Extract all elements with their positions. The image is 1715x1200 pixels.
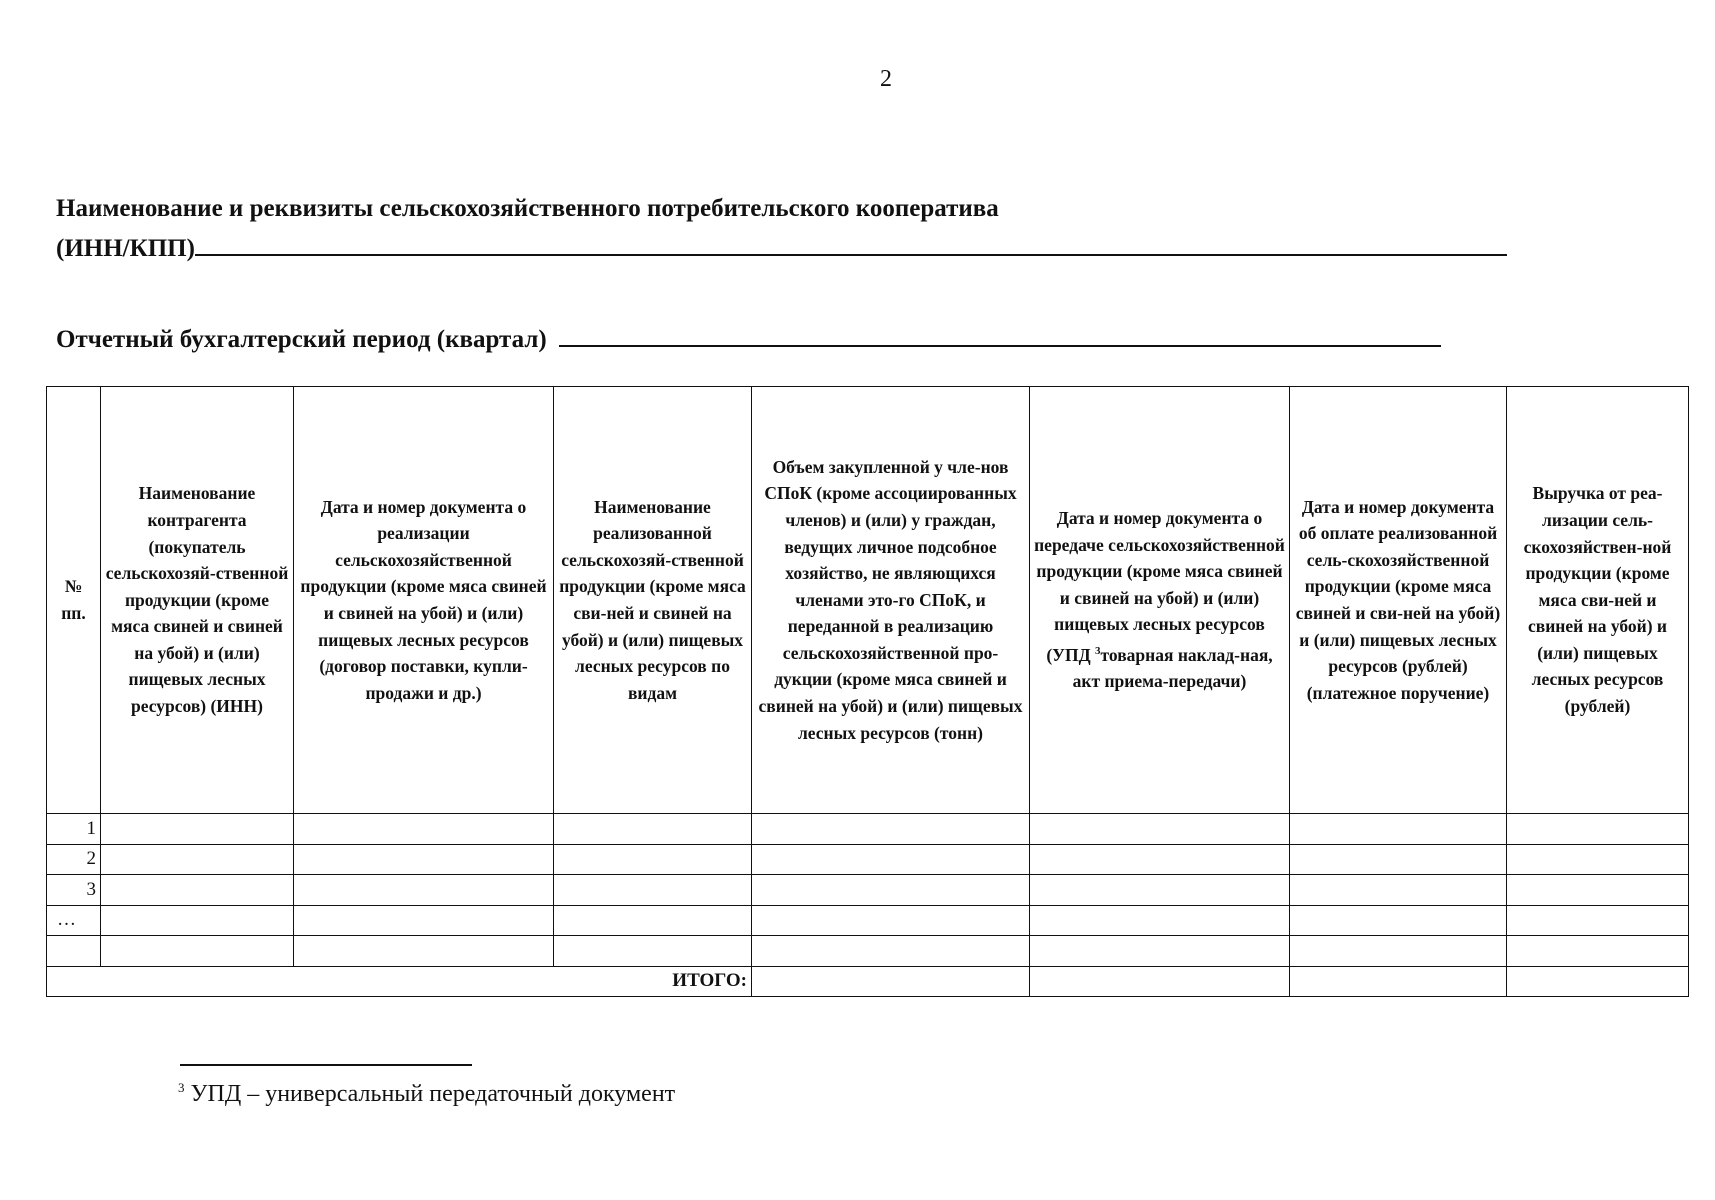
table-cell[interactable] — [752, 936, 1030, 967]
table-row — [47, 814, 1689, 845]
table-row — [47, 936, 1689, 967]
table-cell[interactable] — [1507, 936, 1689, 967]
col-revenue-header: Выручка от реа-лизации сель-скохозяйствен-ной продукции (кроме мяса сви-ней и свиней на убой) и (или) пищевых лесных ресурсов (рублей) — [1507, 387, 1689, 814]
col-number-header: № пп. — [47, 387, 101, 814]
table-row — [47, 875, 1689, 906]
table-cell[interactable] — [101, 936, 294, 967]
row-number: 1 — [47, 814, 101, 845]
table-cell[interactable] — [1507, 844, 1689, 875]
table-cell[interactable] — [554, 875, 752, 906]
table-cell[interactable] — [1507, 814, 1689, 845]
col-transfer-document-text-2: товарная наклад-ная, акт приема-передачи) — [1072, 644, 1273, 692]
table-cell[interactable] — [554, 905, 752, 936]
table-cell[interactable] — [1290, 814, 1507, 845]
col-payment-document-header: Дата и номер документа об оплате реализованной сель-скохозяйственной продукции (кроме мяса свиней и сви-ней на убой) и (или) пищевых лесных ресурсов (рублей) (платежное поручение) — [1290, 387, 1507, 814]
total-label: ИТОГО: — [47, 966, 752, 997]
table-cell[interactable] — [101, 814, 294, 845]
inn-kpp-label: (ИНН/КПП) — [56, 235, 195, 262]
total-revenue-cell[interactable] — [1507, 966, 1689, 997]
table-cell[interactable] — [1030, 936, 1290, 967]
sales-report-table — [46, 386, 1689, 997]
table-cell[interactable] — [752, 814, 1030, 845]
footnote-text: УПД – универсальный передаточный документ — [190, 1081, 676, 1107]
inn-kpp-line — [56, 228, 1507, 263]
table-cell[interactable] — [554, 844, 752, 875]
inn-kpp-fill-line[interactable] — [195, 228, 1507, 256]
col-sale-document-header: Дата и номер документа о реализации сельскохозяйственной продукции (кроме мяса свиней и свиней на убой) и (или) пищевых лесных ресурсов (договор поставки, купли-продажи и др.) — [294, 387, 554, 814]
table-cell[interactable] — [1290, 905, 1507, 936]
table-cell[interactable] — [752, 905, 1030, 936]
table-cell[interactable] — [554, 936, 752, 967]
table-cell[interactable] — [1507, 905, 1689, 936]
col-product-name-header: Наименование реализованной сельскохозяй-ственной продукции (кроме мяса сви-ней и свиней на убой) и (или) пищевых лесных ресурсов по видам — [554, 387, 752, 814]
reporting-period-line — [56, 319, 1441, 354]
table-cell[interactable] — [1290, 875, 1507, 906]
table-header-row — [47, 387, 1689, 814]
row-number — [47, 936, 101, 967]
row-number: … — [47, 905, 101, 936]
table-cell[interactable] — [101, 905, 294, 936]
footnote-marker: 3 — [178, 1080, 185, 1095]
total-volume-cell[interactable] — [752, 966, 1030, 997]
col-counterparty-header: Наименование контрагента (покупатель сельскохозяй-ственной продукции (кроме мяса свиней и свиней на убой) и (или) пищевых лесных ресурсов) (ИНН) — [101, 387, 294, 814]
table-cell[interactable] — [554, 814, 752, 845]
table-cell[interactable] — [1290, 844, 1507, 875]
table-cell[interactable] — [752, 844, 1030, 875]
row-number: 2 — [47, 844, 101, 875]
table-cell[interactable] — [752, 875, 1030, 906]
table-cell[interactable] — [1290, 936, 1507, 967]
reporting-period-label: Отчетный бухгалтерский период (квартал) — [56, 326, 547, 353]
table-cell[interactable] — [101, 844, 294, 875]
table-cell[interactable] — [1030, 844, 1290, 875]
footnote — [178, 1080, 675, 1108]
page-number: 2 — [880, 66, 892, 92]
table-cell[interactable] — [1030, 814, 1290, 845]
col-volume-header: Объем закупленной у чле-нов СПоК (кроме ассоциированных членов) и (или) у граждан, ведущих личное подсобное хозяйство, не являющихся членами это-го СПоК, и переданной в реализацию сельскохозяйственной про-дукции (кроме мяса свиней и свиней на убой) и (или) пищевых лесных ресурсов (тонн) — [752, 387, 1030, 814]
total-cell[interactable] — [1030, 966, 1290, 997]
table-cell[interactable] — [101, 875, 294, 906]
total-cell[interactable] — [1290, 966, 1507, 997]
footnote-divider — [180, 1064, 472, 1066]
table-cell[interactable] — [294, 905, 554, 936]
col-transfer-document-header — [1030, 387, 1290, 814]
table-row — [47, 905, 1689, 936]
row-number: 3 — [47, 875, 101, 906]
total-row — [47, 966, 1689, 997]
table-cell[interactable] — [1507, 875, 1689, 906]
footnote-ref-3: 3 — [1095, 644, 1101, 657]
table-row — [47, 844, 1689, 875]
table-cell[interactable] — [294, 875, 554, 906]
table-cell[interactable] — [294, 936, 554, 967]
reporting-period-fill-line[interactable] — [559, 319, 1441, 347]
col-transfer-document-text: Дата и номер документа о передаче сельскохозяйственной продукции (кроме мяса свиней и свиней на убой) и (или) пищевых лесных ресурсов (УПД — [1034, 508, 1285, 665]
table-cell[interactable] — [294, 844, 554, 875]
table-cell[interactable] — [1030, 905, 1290, 936]
table-cell[interactable] — [1030, 875, 1290, 906]
table-cell[interactable] — [294, 814, 554, 845]
form-heading: Наименование и реквизиты сельскохозяйственного потребительского кооператива — [56, 195, 999, 222]
